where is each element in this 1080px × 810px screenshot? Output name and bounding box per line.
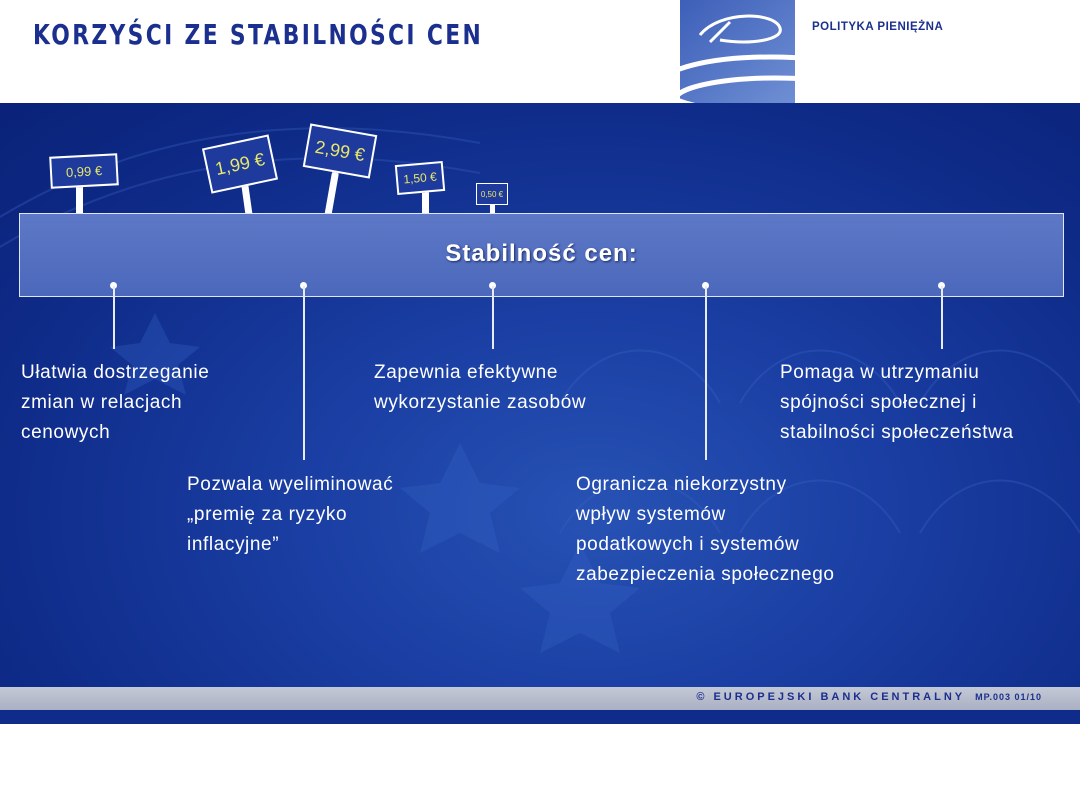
benefit-line: cenowych (21, 422, 111, 443)
benefit-line: zmian w relacjach (21, 392, 183, 413)
benefit-line: zabezpieczenia społecznego (576, 564, 835, 585)
footer (0, 687, 1080, 710)
footer-text (696, 691, 1042, 703)
benefit-line: „premię za ryzyko (187, 504, 348, 525)
benefit-line: Ułatwia dostrzeganie (21, 362, 210, 383)
connector-line (492, 286, 494, 349)
benefit-line: podatkowych i systemów (576, 534, 800, 555)
benefit-line: Zapewnia efektywne (374, 362, 559, 383)
benefit-text (374, 358, 586, 418)
benefit-line: spójności społecznej i (780, 392, 977, 413)
page-title: KORZYŚCI ZE STABILNOŚCI CEN (33, 18, 484, 51)
ecb-logo (680, 0, 795, 103)
benefit-text (780, 358, 1014, 448)
price-tag-label: 2,99 € (303, 123, 378, 178)
price-tag-label: 0,50 € (476, 183, 508, 205)
section-label: POLITYKA PIENIĘŻNA (812, 21, 944, 33)
footer-org: © EUROPEJSKI BANK CENTRALNY (696, 691, 966, 703)
price-stability-bar (19, 213, 1064, 297)
slide-body (0, 103, 1080, 687)
connector-line (303, 286, 305, 460)
price-tag-label: 0,99 € (49, 153, 119, 189)
benefit-line: Ogranicza niekorzystny (576, 474, 787, 495)
benefit-text (21, 358, 209, 448)
price-tag-label: 1,50 € (395, 161, 445, 195)
benefit-line: inflacyjne” (187, 534, 280, 555)
benefit-line: wykorzystanie zasobów (374, 392, 587, 413)
benefit-line: stabilności społeczeństwa (780, 422, 1014, 443)
header (0, 0, 1080, 103)
benefit-text (187, 470, 393, 560)
connector-line (941, 286, 943, 349)
bar-title: Stabilność cen: (445, 240, 638, 267)
price-tag-label: 1,99 € (202, 134, 278, 193)
connector-line (705, 286, 707, 460)
bottom-band (0, 710, 1080, 724)
benefit-line: Pomaga w utrzymaniu (780, 362, 980, 383)
benefit-line: wpływ systemów (576, 504, 726, 525)
footer-code: MP.003 01/10 (975, 692, 1042, 702)
connector-line (113, 286, 115, 349)
benefit-text (576, 470, 835, 590)
benefit-line: Pozwala wyeliminować (187, 474, 394, 495)
